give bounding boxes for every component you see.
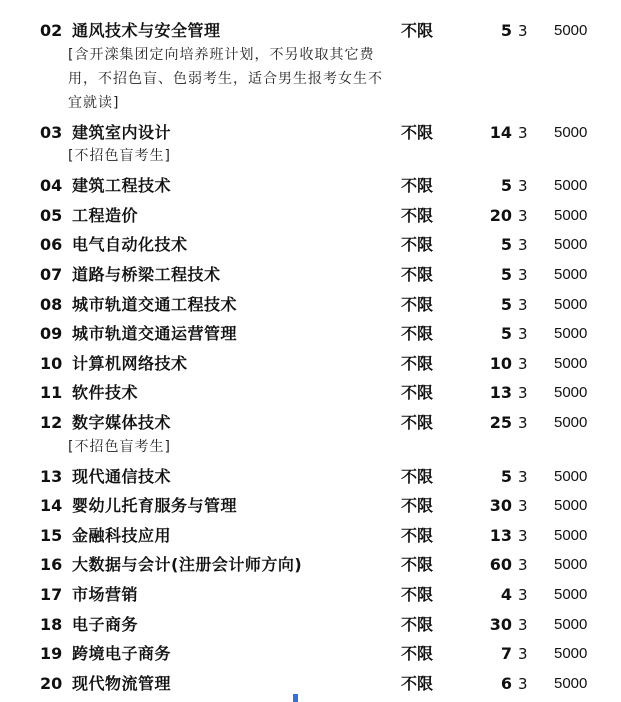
major-row bbox=[0, 672, 621, 696]
subject-requirement: 不限 bbox=[401, 205, 434, 225]
study-years: 3 bbox=[518, 615, 528, 634]
study-years: 3 bbox=[518, 586, 528, 604]
subject-requirement: 不限 bbox=[401, 176, 434, 196]
study-years: 3 bbox=[518, 325, 528, 344]
tuition-fee: 5000 bbox=[554, 467, 588, 485]
major-row bbox=[0, 352, 621, 376]
subject-requirement: 不限 bbox=[401, 496, 434, 516]
tuition-fee: 5000 bbox=[554, 295, 588, 313]
plan-count: 5 bbox=[500, 294, 512, 314]
major-code: 06 bbox=[40, 235, 63, 255]
major-code: 08 bbox=[40, 294, 63, 314]
major-row bbox=[0, 583, 621, 607]
tuition-fee: 5000 bbox=[554, 123, 588, 141]
study-years: 3 bbox=[518, 266, 528, 284]
major-code: 20 bbox=[40, 673, 63, 693]
plan-count: 13 bbox=[489, 383, 512, 403]
subject-requirement: 不限 bbox=[401, 265, 434, 284]
major-row bbox=[0, 465, 621, 489]
study-years: 3 bbox=[518, 645, 528, 664]
plan-count: 25 bbox=[489, 413, 512, 432]
subject-requirement: 不限 bbox=[401, 466, 434, 486]
major-code: 15 bbox=[40, 525, 63, 545]
major-note-line: 用，不招色盲、色弱考生，适合男生报考女生不 bbox=[68, 70, 383, 87]
major-code: 03 bbox=[40, 122, 63, 142]
major-code: 17 bbox=[40, 585, 63, 604]
subject-requirement: 不限 bbox=[401, 21, 434, 40]
major-row bbox=[0, 553, 621, 577]
subject-requirement: 不限 bbox=[401, 294, 434, 314]
major-name: 婴幼儿托育服务与管理 bbox=[72, 496, 238, 516]
plan-count: 5 bbox=[500, 466, 512, 486]
tuition-fee: 5000 bbox=[554, 615, 588, 633]
study-years: 3 bbox=[518, 556, 528, 575]
major-row bbox=[0, 174, 621, 198]
major-name: 计算机网络技术 bbox=[72, 353, 188, 373]
study-years: 3 bbox=[518, 354, 528, 373]
major-name: 工程造价 bbox=[72, 205, 139, 225]
major-row bbox=[0, 121, 621, 145]
tuition-fee: 5000 bbox=[554, 354, 588, 372]
major-row bbox=[0, 19, 621, 43]
tuition-fee: 5000 bbox=[554, 236, 588, 254]
study-years: 3 bbox=[518, 177, 528, 196]
plan-count: 30 bbox=[489, 496, 512, 516]
major-name: 大数据与会计(注册会计师方向) bbox=[72, 555, 303, 575]
tuition-fee: 5000 bbox=[554, 325, 588, 343]
subject-requirement: 不限 bbox=[401, 525, 434, 545]
major-note-line: [不招色盲考生] bbox=[68, 148, 171, 165]
tuition-fee: 5000 bbox=[554, 586, 588, 603]
major-row bbox=[0, 381, 621, 405]
subject-requirement: 不限 bbox=[401, 122, 434, 142]
tuition-fee: 5000 bbox=[554, 414, 588, 431]
major-row bbox=[0, 293, 621, 317]
plan-count: 5 bbox=[500, 21, 512, 40]
major-name: 金融科技应用 bbox=[72, 525, 172, 545]
major-name: 电气自动化技术 bbox=[72, 235, 188, 255]
subject-requirement: 不限 bbox=[401, 353, 434, 373]
major-name: 城市轨道交通运营管理 bbox=[72, 324, 238, 344]
major-row bbox=[0, 204, 621, 228]
plan-count: 10 bbox=[489, 353, 512, 373]
major-row bbox=[0, 613, 621, 637]
plan-count: 60 bbox=[489, 555, 512, 575]
tuition-fee: 5000 bbox=[554, 526, 588, 544]
tuition-fee: 5000 bbox=[554, 22, 588, 39]
study-years: 3 bbox=[518, 414, 528, 432]
plan-count: 6 bbox=[500, 673, 512, 693]
major-code: 13 bbox=[40, 466, 63, 486]
major-code: 19 bbox=[40, 644, 63, 664]
major-note-line: [不招色盲考生] bbox=[68, 438, 171, 455]
study-years: 3 bbox=[518, 123, 528, 142]
major-row bbox=[0, 411, 621, 435]
plan-count: 5 bbox=[500, 324, 512, 344]
study-years: 3 bbox=[518, 236, 528, 255]
major-note-line: 宜就读] bbox=[68, 94, 120, 111]
subject-requirement: 不限 bbox=[401, 324, 434, 344]
major-code: 02 bbox=[40, 21, 63, 40]
major-name: 软件技术 bbox=[72, 383, 139, 403]
major-name: 电子商务 bbox=[72, 614, 139, 634]
major-name: 市场营销 bbox=[72, 585, 139, 604]
tuition-fee: 5000 bbox=[554, 674, 588, 692]
major-code: 05 bbox=[40, 205, 63, 225]
plan-count: 4 bbox=[500, 585, 512, 604]
subject-requirement: 不限 bbox=[401, 673, 434, 693]
major-name: 现代通信技术 bbox=[72, 466, 172, 486]
subject-requirement: 不限 bbox=[401, 644, 434, 664]
plan-count: 5 bbox=[500, 176, 512, 196]
major-row bbox=[0, 642, 621, 666]
major-code: 07 bbox=[40, 265, 63, 284]
major-code: 09 bbox=[40, 324, 63, 344]
plan-count: 13 bbox=[489, 525, 512, 545]
major-name: 建筑工程技术 bbox=[72, 176, 172, 196]
plan-count: 14 bbox=[489, 122, 512, 142]
tuition-fee: 5000 bbox=[554, 177, 588, 195]
study-years: 3 bbox=[518, 526, 528, 545]
tuition-fee: 5000 bbox=[554, 206, 588, 224]
major-code: 11 bbox=[40, 383, 63, 403]
tuition-fee: 5000 bbox=[554, 556, 588, 574]
tuition-fee: 5000 bbox=[554, 645, 588, 663]
tuition-fee: 5000 bbox=[554, 497, 588, 515]
subject-requirement: 不限 bbox=[401, 585, 434, 604]
study-years: 3 bbox=[518, 497, 528, 516]
study-years: 3 bbox=[518, 467, 528, 486]
study-years: 3 bbox=[518, 295, 528, 314]
major-row bbox=[0, 263, 621, 287]
major-code: 16 bbox=[40, 555, 63, 575]
subject-requirement: 不限 bbox=[401, 235, 434, 255]
major-code: 04 bbox=[40, 176, 63, 196]
major-code: 14 bbox=[40, 496, 63, 516]
major-name: 建筑室内设计 bbox=[72, 122, 172, 142]
major-name: 数字媒体技术 bbox=[72, 413, 172, 432]
plan-count: 5 bbox=[500, 265, 512, 284]
major-row bbox=[0, 524, 621, 548]
subject-requirement: 不限 bbox=[401, 555, 434, 575]
plan-count: 5 bbox=[500, 235, 512, 255]
study-years: 3 bbox=[518, 206, 528, 225]
major-name: 现代物流管理 bbox=[72, 673, 172, 693]
major-code: 18 bbox=[40, 614, 63, 634]
tuition-fee: 5000 bbox=[554, 266, 588, 283]
major-code: 10 bbox=[40, 353, 63, 373]
subject-requirement: 不限 bbox=[401, 383, 434, 403]
major-name: 城市轨道交通工程技术 bbox=[72, 294, 238, 314]
study-years: 3 bbox=[518, 22, 528, 40]
major-note-line: [含开滦集团定向培养班计划，不另收取其它费 bbox=[68, 46, 375, 63]
study-years: 3 bbox=[518, 384, 528, 403]
major-name: 通风技术与安全管理 bbox=[72, 21, 221, 40]
major-code: 12 bbox=[40, 413, 63, 432]
major-row bbox=[0, 494, 621, 518]
subject-requirement: 不限 bbox=[401, 413, 434, 432]
plan-count: 30 bbox=[489, 614, 512, 634]
major-name: 道路与桥梁工程技术 bbox=[72, 265, 221, 284]
major-name: 跨境电子商务 bbox=[72, 644, 172, 664]
tuition-fee: 5000 bbox=[554, 384, 588, 402]
major-row bbox=[0, 322, 621, 346]
scan-artifact bbox=[293, 694, 298, 702]
plan-count: 7 bbox=[500, 644, 512, 664]
plan-count: 20 bbox=[489, 205, 512, 225]
subject-requirement: 不限 bbox=[401, 614, 434, 634]
major-row bbox=[0, 233, 621, 257]
study-years: 3 bbox=[518, 674, 528, 693]
